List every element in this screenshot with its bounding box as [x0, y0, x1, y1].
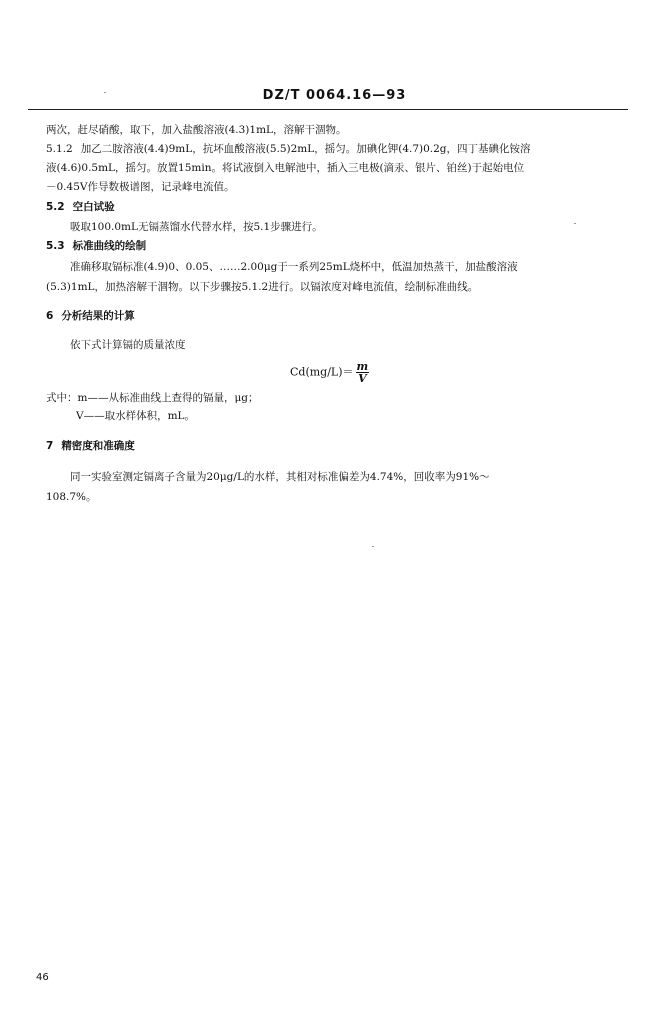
scan-speck	[372, 546, 374, 547]
section-6-title: 分析结果的计算	[61, 310, 135, 322]
section-7-line-1: 同一实验室测定镉离子含量为20μg/L的水样，其相对标准偏差为4.74%，回收率为91%～	[70, 471, 490, 483]
section-6-intro: 依下式计算镉的质量浓度	[70, 339, 186, 351]
section-5-1-2-line-1	[46, 142, 531, 156]
section-5-1-2-line-3: －0.45V作导数极谱图，记录峰电流值。	[46, 181, 235, 193]
section-5-2-number: 5.2	[46, 201, 65, 213]
section-5-3-line-1: 准确移取镉标准(4.9)0、0.05、……2.00μg于一系列25mL烧杯中，低温加热蒸干，加盐酸溶液	[70, 261, 518, 273]
section-5-3-number: 5.3	[46, 240, 65, 252]
where-v-definition: V——取水样体积，mL。	[76, 410, 196, 422]
cadmium-formula	[290, 361, 369, 384]
formula-fraction	[356, 361, 370, 384]
section-6-heading	[46, 309, 135, 323]
section-5-2-title: 空白试验	[72, 201, 115, 213]
section-6-number: 6	[46, 310, 54, 322]
section-7-number: 7	[46, 440, 54, 452]
formula-lhs: Cd(mg/L)＝	[290, 365, 354, 379]
section-7-heading	[46, 439, 135, 453]
page-number: 46	[36, 972, 49, 983]
section-5-2-text: 吸取100.0mL无镉蒸馏水代替水样，按5.1步骤进行。	[70, 221, 323, 233]
section-5-1-2-line-2: 液(4.6)0.5mL，摇匀。放置15min。将试液倒入电解池中，插入三电极(滴汞、银片、铂丝)于起始电位	[46, 162, 525, 174]
formula-numerator: m	[356, 360, 369, 373]
standard-code-header: DZ/T 0064.16—93	[262, 88, 407, 103]
section-7-line-2: 108.7%。	[46, 491, 97, 503]
section-5-3-title: 标准曲线的绘制	[72, 240, 147, 252]
where-m-definition: 式中：m——从标准曲线上查得的镉量，μg；	[46, 392, 259, 404]
scan-speck	[574, 223, 576, 224]
section-5-2-heading	[46, 200, 115, 214]
section-5-3-line-2: (5.3)1mL，加热溶解干涸物。以下步骤按5.1.2进行。以镉浓度对峰电流值，绘制标准曲线。	[46, 281, 479, 293]
formula-denominator: V	[358, 372, 367, 385]
section-5-3-heading	[46, 239, 146, 253]
body-line-continuation: 两次，赶尽硝酸，取下，加入盐酸溶液(4.3)1mL，溶解干涸物。	[46, 124, 347, 136]
section-7-title: 精密度和准确度	[61, 440, 135, 452]
section-5-1-2-text-1: 加乙二胺溶液(4.4)9mL，抗坏血酸溶液(5.5)2mL，摇匀。加碘化钾(4.7)0.2g，四丁基碘化铵溶	[80, 143, 531, 155]
scan-speck	[104, 92, 106, 93]
section-5-1-2-number: 5.1.2	[46, 143, 73, 155]
header-rule	[28, 109, 628, 110]
